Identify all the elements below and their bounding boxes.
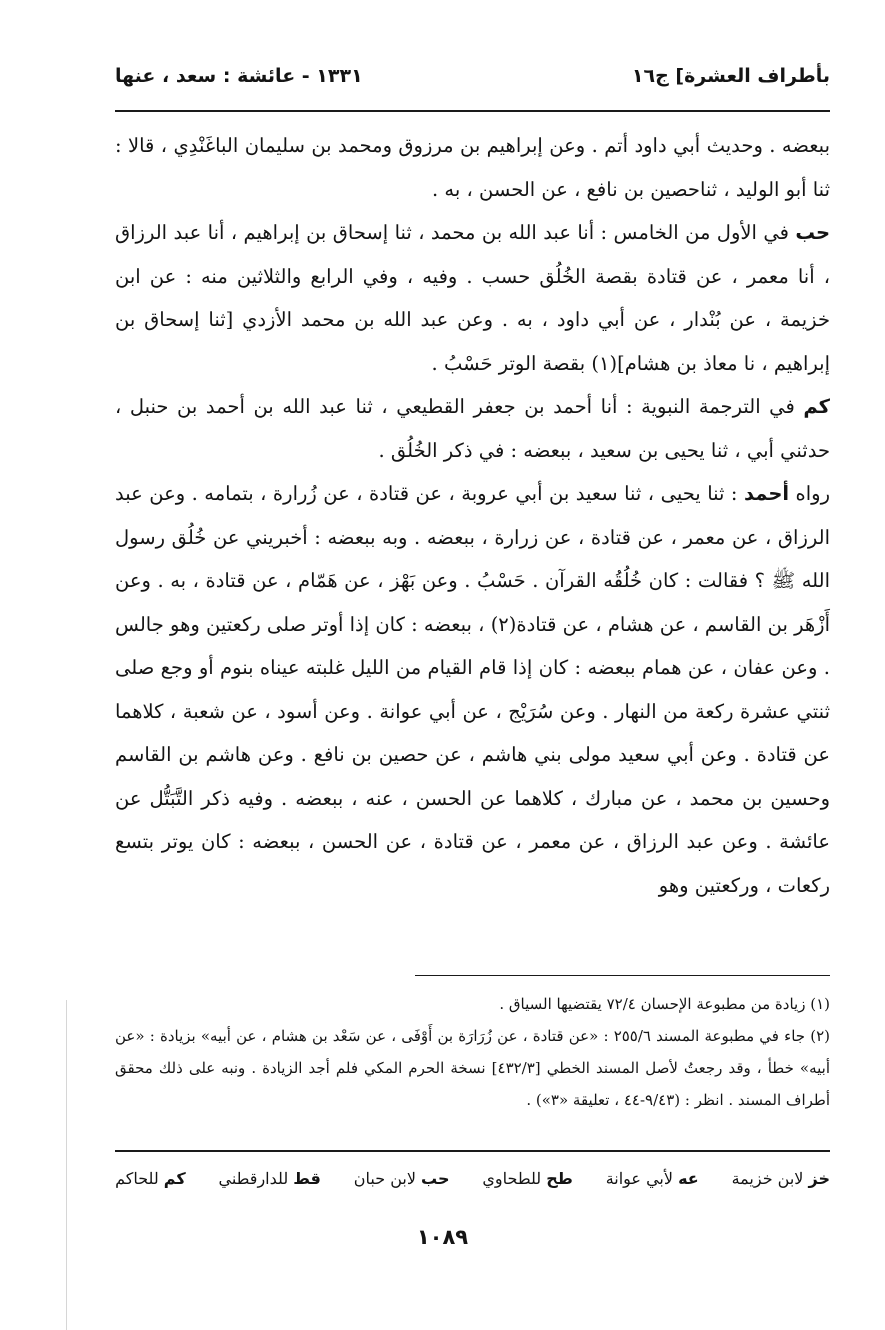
source-name-ahmad: أحمد xyxy=(743,482,790,505)
abbrev-item: حب لابن حبان xyxy=(353,1168,450,1188)
paragraph-2-text: في الأول من الخامس : أنا عبد الله بن محمد ، ثنا إسحاق بن إبراهيم ، أنا عبد الرزاق ، أنا معمر ، عن قتادة بقصة الخُلُق حسب . وفيه ، وفي الرابع والثلاثين منه : عن ابن خزيمة ، عن بُنْدار ، عن أبي داود ، به . وعن عبد الله بن محمد الأزدي [ثنا إسحاق بن إبراهيم ، نا معاذ بن هشام](١) بقصة الوتر حَسْبُ . xyxy=(115,221,830,375)
main-text xyxy=(115,124,830,907)
paragraph-1: ببعضه . وحديث أبي داود أتم . وعن إبراهيم بن مرزوق ومحمد بن سليمان الباغَنْدِي ، قالا : ثنا أبو الوليد ، ثناحصين بن نافع ، عن الحسن ، به . xyxy=(115,134,830,201)
footnote-2: (٢) جاء في مطبوعة المسند ٢٥٥/٦ : «عن قتادة ، عن زُرَارَة بن أَوْفَى ، عن سَعْد بن هشام ، عن أبيه» بزيادة : «عن أبيه» خطأ ، وقد رجعتُ لأصل المسند الخطي [٤٣٢/٣] نسخة الحرم المكي فلم أجد الزيادة . ونبه على ذلك محقق أطراف المسند . انظر : (٩/٤٣-٤٤ ، تعليقة «٣») . xyxy=(115,1027,830,1109)
paragraph-3 xyxy=(115,385,830,472)
abbrev-item: كم للحاكم xyxy=(115,1168,186,1188)
paragraph-4-prefix: رواه xyxy=(795,482,831,505)
paragraph-4 xyxy=(115,472,830,907)
paragraph-2 xyxy=(115,211,830,385)
source-abbrev-hb: حب xyxy=(795,221,831,244)
running-header xyxy=(115,56,830,96)
abbrev-item: خز لابن خزيمة xyxy=(731,1168,830,1188)
source-abbrev-km: كم xyxy=(803,395,830,418)
abbrev-item: طح للطحاوي xyxy=(482,1168,573,1188)
header-divider xyxy=(115,110,830,112)
scan-edge-line xyxy=(66,1000,67,1330)
page-number: ١٠٨٩ xyxy=(416,1225,469,1249)
abbreviations-key xyxy=(115,1160,830,1196)
paragraph-4-text: : ثنا يحيى ، ثنا سعيد بن أبي عروبة ، عن قتادة ، عن زُرارة ، بتمامه . وعن عبد الرزاق ، عن معمر ، عن قتادة ، عن زرارة ، ببعضه . وبه ببعضه : أخبريني عن خُلُق رسول الله ﷺ ؟ فقالت : كان خُلُقُه القرآن . حَسْبُ . وعن بَهْز ، عن هَمّام ، عن قتادة ، به . وعن أَزْهَر بن القاسم ، عن هشام ، عن قتادة(٢) ، ببعضه : كان إذا أوتر صلى ركعتين وهو جالس . وعن عفان ، عن همام ببعضه : كان إذا قام القيام من الليل غلبته عيناه بنوم أو وجع صلى ثنتي عشرة ركعة من النهار . وعن سُرَيْج ، عن أبي عوانة . وعن أسود ، عن شعبة ، كلاهما عن قتادة . وعن أبي سعيد مولى بني هاشم ، عن حصين بن نافع . وعن هاشم بن القاسم وحسين بن محمد ، عن مبارك ، كلاهما عن الحسن ، عنه ، ببعضه . وفيه ذكر التَّبَتُّل عن عائشة . وعن عبد الرزاق ، عن معمر ، عن قتادة ، عن الحسن ، ببعضه : كان يوتر بتسع ركعات ، وركعتين وهو xyxy=(115,482,830,897)
footnotes xyxy=(115,988,830,1116)
header-section-title: ١٣٣١ - عائشة : سعد ، عنها xyxy=(115,65,363,87)
footnote-divider xyxy=(415,975,830,976)
abbrev-item: عه لأبي عوانة xyxy=(605,1168,699,1188)
abbreviations-divider xyxy=(115,1150,830,1152)
paragraph-3-text: في الترجمة النبوية : أنا أحمد بن جعفر القطيعي ، ثنا عبد الله بن أحمد بن حنبل ، حدثني أبي ، ثنا يحيى بن سعيد ، ببعضه : في ذكر الخُلُق . xyxy=(115,395,830,462)
abbrev-item: قط للدارقطني xyxy=(218,1168,321,1188)
header-book-title: بأطراف العشرة] ج١٦ xyxy=(631,65,830,87)
footnote-1: (١) زيادة من مطبوعة الإحسان ٧٢/٤ يقتضيها السياق . xyxy=(499,995,830,1013)
